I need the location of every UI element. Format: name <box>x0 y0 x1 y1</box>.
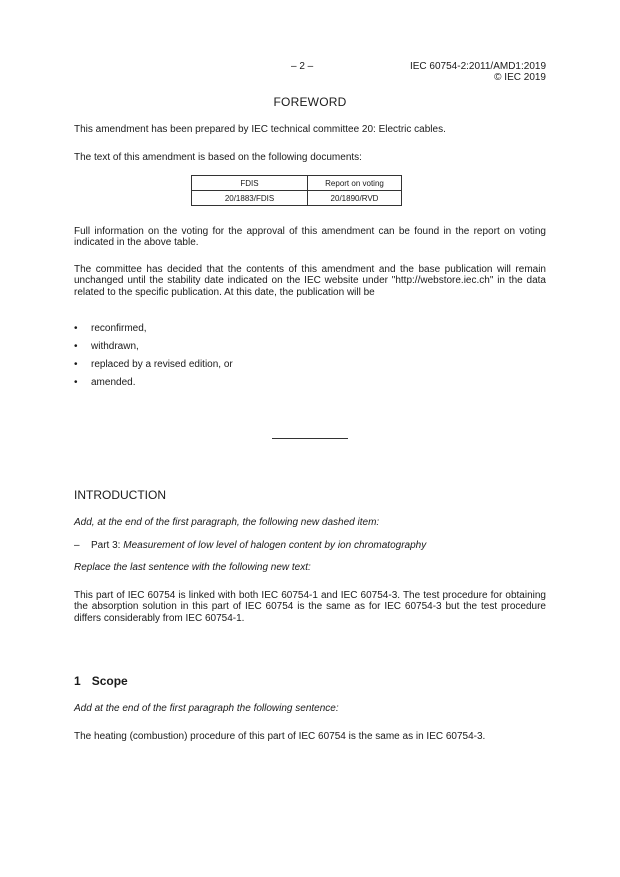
page-number: – 2 – <box>291 61 314 72</box>
table-row <box>192 191 402 206</box>
foreword-para-4: The committee has decided that the contents of this amendment and the base publication will remain unchanged until the stability date indicated on the IEC website under "http://webstore.iec.ch" in the data related to the specific publication. At this date, the publication will be <box>74 264 546 298</box>
header-standard <box>410 61 546 83</box>
foreword-para-2: The text of this amendment is based on the following documents: <box>74 152 362 163</box>
standard-id: IEC 60754-2:2011/AMD1:2019 <box>409 61 546 72</box>
section-divider <box>272 438 348 439</box>
dashed-item-prefix: Part 3: <box>91 540 124 551</box>
table-cell-rvd: 20/1890/RVD <box>308 191 402 206</box>
list-item-text: replaced by a revised edition, or <box>91 359 233 370</box>
foreword-para-1: This amendment has been prepared by IEC technical committee 20: Electric cables. <box>74 124 446 135</box>
list-item-text: withdrawn, <box>91 341 139 352</box>
introduction-instruction-1: Add, at the end of the first paragraph, the following new dashed item: <box>74 517 380 528</box>
table-cell-fdis: 20/1883/FDIS <box>192 191 308 206</box>
introduction-instruction-2: Replace the last sentence with the following new text: <box>74 562 311 573</box>
dashed-item-title: Measurement of low level of halogen content by ion chromatography <box>123 540 427 551</box>
list-item-text: amended. <box>91 377 136 388</box>
dashed-item-text <box>91 540 426 551</box>
table-header-row <box>192 176 402 191</box>
bullet-icon: • <box>74 377 78 388</box>
bullet-icon: • <box>74 359 78 370</box>
scope-number: 1 <box>74 674 81 688</box>
foreword-para-3: Full information on the voting for the approval of this amendment can be found in the report on voting indicated in the above table. <box>74 226 546 249</box>
copyright: © IEC 2019 <box>494 72 546 83</box>
foreword-title: FOREWORD <box>273 95 347 109</box>
voting-table <box>191 175 402 206</box>
scope-instruction: Add at the end of the first paragraph the following sentence: <box>74 703 339 714</box>
scope-heading <box>74 674 128 688</box>
dash-icon: – <box>74 540 80 551</box>
scope-title: Scope <box>91 674 128 688</box>
table-header-fdis: FDIS <box>192 176 308 191</box>
bullet-icon: • <box>74 341 78 352</box>
list-item-text: reconfirmed, <box>91 323 147 334</box>
bullet-icon: • <box>74 323 78 334</box>
scope-para: The heating (combustion) procedure of this part of IEC 60754 is the same as in IEC 60754-3. <box>74 731 486 742</box>
introduction-title: INTRODUCTION <box>74 488 166 502</box>
introduction-para: This part of IEC 60754 is linked with both IEC 60754-1 and IEC 60754-3. The test procedure for obtaining the absorption solution in this part of IEC 60754 is the same as for IEC 60754-3 but the test procedure differs considerably from IEC 60754-1. <box>74 590 546 624</box>
table-header-report: Report on voting <box>308 176 402 191</box>
